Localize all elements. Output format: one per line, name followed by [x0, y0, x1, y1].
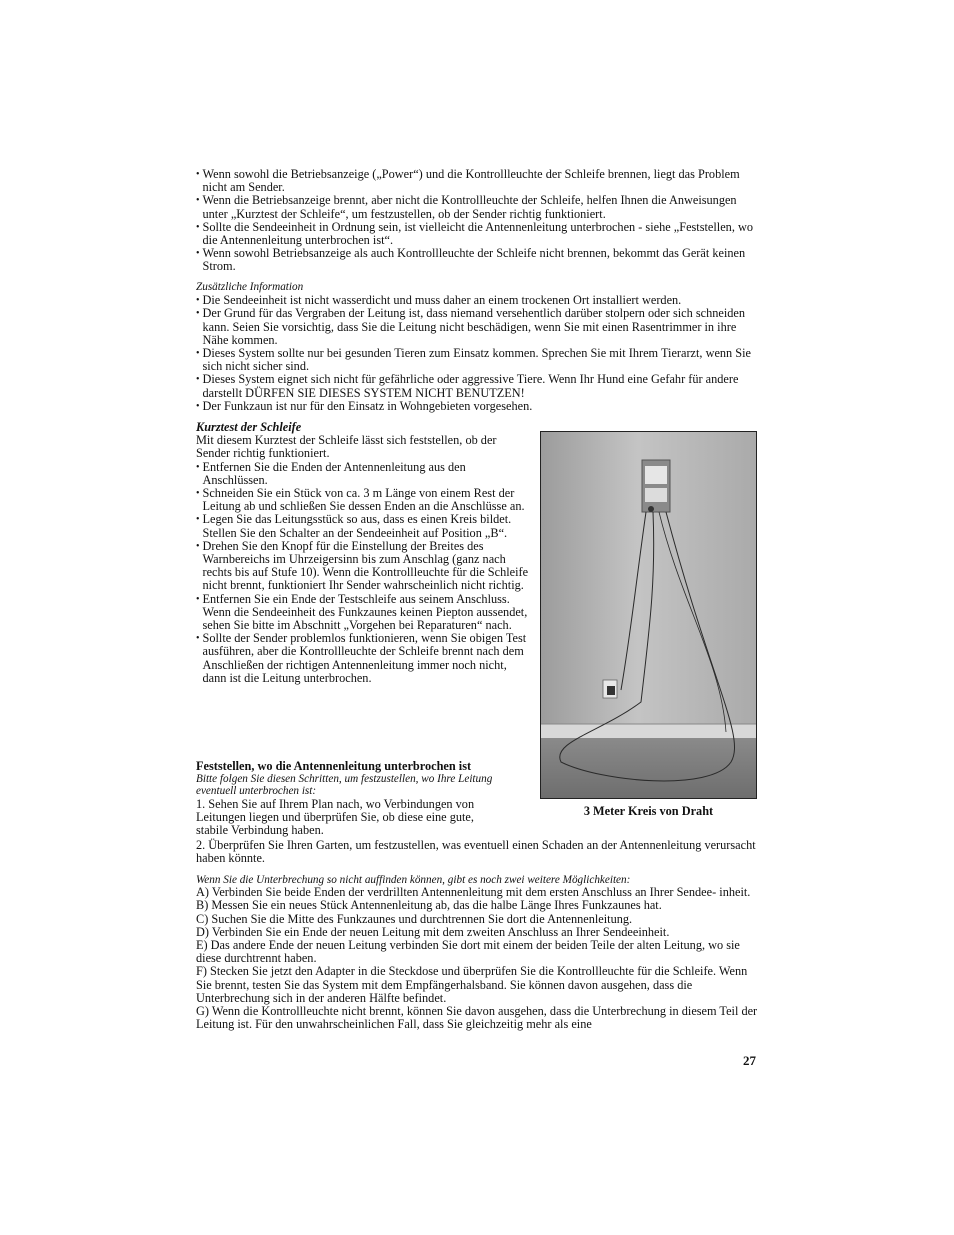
list-item: • Entfernen Sie ein Ende der Testschleife aus seinem Anschluss. Wenn die Sendeeinheit des Funkzaunes keinen Piepton aussendet, sehen Sie bitte im Abschnitt „Vorgehen bei Reparaturen“ nach.: [196, 593, 530, 633]
list-item: • Legen Sie das Leitungsstück so aus, dass es einen Kreis bildet. Stellen Sie den Schalter an der Sendeeinheit auf Position „B“.: [196, 513, 530, 539]
further-section: [196, 874, 762, 1031]
status-bullet-list: [196, 168, 762, 274]
list-item: • Schneiden Sie ein Stück von ca. 3 m Länge von einem Rest der Leitung ab und schließen Sie dessen Enden an die Anschlüsse an.: [196, 487, 530, 513]
list-item: • Der Funkzaun ist nur für den Einsatz in Wohngebieten vorgesehen.: [196, 400, 762, 413]
list-item: F) Stecken Sie jetzt den Adapter in die Steckdose und überprüfen Sie die Kontrollleuchte für die Schleife. Wenn Sie brennt, testen Sie das System mit dem Empfängerhalsband. Sie können davon ausgehen, dass die Unterbrechung sich in der anderen Hälfte befindet.: [196, 964, 748, 1005]
break-find-intro: Bitte folgen Sie diesen Schritten, um festzustellen, wo Ihre Leitung eventuell unterbrochen ist:: [196, 773, 493, 798]
list-item: • Dieses System sollte nur bei gesunden Tieren zum Einsatz kommen. Sprechen Sie mit Ihrem Tierarzt, wenn Sie sich nicht sicher sind.: [196, 347, 762, 373]
info-section: [196, 281, 762, 413]
break-find-heading: Feststellen, wo die Antennenleitung unterbrochen ist: [196, 759, 472, 773]
loop-test-heading: Kurztest der Schleife: [196, 420, 302, 434]
list-item: • Sollte die Sendeeinheit in Ordnung sein, ist vielleicht die Antennenleitung unterbrochen - siehe „Feststellen, wo die Antennenleitung unterbrochen ist“.: [196, 221, 762, 247]
list-item: A) Verbinden Sie beide Enden der verdrillten Antennenleitung mit dem ersten Anschluss an Ihrer Sendee- inheit.: [196, 885, 751, 900]
list-item: • Wenn sowohl die Betriebsanzeige („Power“) und die Kontrollleuchte der Schleife brennen, liegt das Problem nicht am Sender.: [196, 168, 762, 194]
list-item: C) Suchen Sie die Mitte des Funkzaunes und durchtrennen Sie dort die Antennenleitung.: [196, 911, 633, 926]
page-number: 27: [743, 1053, 756, 1068]
list-item: • Drehen Sie den Knopf für die Einstellung der Breites des Warnbereichs im Uhrzeigersinn bis zum Anschlag (ganz nach rechts bis auf Stufe 10). Wenn die Kontrollleuchte für die Schleife nicht brennt, funktioniert Ihr Sender wahrscheinlich nicht richtig.: [196, 540, 530, 593]
info-heading: Zusätzliche Information: [196, 281, 304, 293]
list-item: • Die Sendeeinheit ist nicht wasserdicht und muss daher an einem trockenen Ort installiert werden.: [196, 294, 762, 307]
photo-illustration: [541, 432, 756, 798]
list-item: E) Das andere Ende der neuen Leitung verbinden Sie dort mit einem der beiden Teile der alten Leitung, wo sie diese durchtrennt haben.: [196, 938, 740, 966]
break-find-step-1: 1. Sehen Sie auf Ihrem Plan nach, wo Verbindungen von Leitungen liegen und überprüfen Sie, ob diese eine gute, stabile Verbindung haben.: [196, 796, 475, 838]
break-find-step-2: 2. Überprüfen Sie Ihren Garten, um festzustellen, was eventuell einen Schaden an der Antennenleitung verursacht haben könnte.: [196, 838, 756, 866]
list-item: • Der Grund für das Vergraben der Leitung ist, dass niemand versehentlich darüber stolpern oder sich schneiden kann. Seien Sie vorsichtig, dass Sie die Leitung nicht beschädigen, wenn Sie mit einen Rasentrimmer in ihre Nähe kommen.: [196, 307, 762, 347]
loop-test-photo: [540, 431, 757, 799]
loop-test-section: [196, 421, 530, 685]
list-item: • Dieses System eignet sich nicht für gefährliche oder aggressive Tiere. Wenn Ihr Hund eine Gefahr für andere darstellt DÜRFEN SIE DIESES SYSTEM NICHT BENUTZEN!: [196, 373, 762, 399]
photo-caption: 3 Meter Kreis von Draht: [583, 804, 714, 818]
list-item: D) Verbinden Sie ein Ende der neuen Leitung mit dem zweiten Anschluss an Ihrer Sendeeinheit.: [196, 924, 670, 939]
list-item: • Sollte der Sender problemlos funktionieren, wenn Sie obigen Test ausführen, aber die Kontrollleuchte der Schleife brennt nach dem Anschließen der richtigen Antennenleitung immer noch nicht, dann ist die Leitung unterbrochen.: [196, 632, 530, 685]
further-intro: Wenn Sie die Unterbrechung so nicht auffinden können, gibt es noch zwei weitere Möglichkeiten:: [196, 874, 631, 886]
list-item: • Wenn sowohl Betriebsanzeige als auch Kontrollleuchte der Schleife nicht brennen, bekommt das Gerät keinen Strom.: [196, 247, 762, 273]
list-item: • Wenn die Betriebsanzeige brennt, aber nicht die Kontrollleuchte der Schleife, helfen Ihnen die Anweisungen unter „Kurztest der Schleife“, um festzustellen, ob der Sender richtig funktioniert.: [196, 194, 762, 220]
break-find-section: [196, 760, 516, 837]
loop-test-intro: Mit diesem Kurztest der Schleife lässt sich feststellen, ob der Sender richtig funktioniert.: [196, 433, 497, 461]
list-item: B) Messen Sie ein neues Stück Antennenleitung ab, das die halbe Länge Ihres Funkzaunes hat.: [196, 898, 662, 913]
list-item: • Entfernen Sie die Enden der Antennenleitung aus den Anschlüssen.: [196, 461, 530, 487]
list-item: G) Wenn die Kontrollleuchte nicht brennt, können Sie davon ausgehen, dass die Unterbrechung in diesem Teil der Leitung ist. Für den unwahrscheinlichen Fall, dass Sie gleichzeitig mehr als eine: [196, 1004, 758, 1032]
